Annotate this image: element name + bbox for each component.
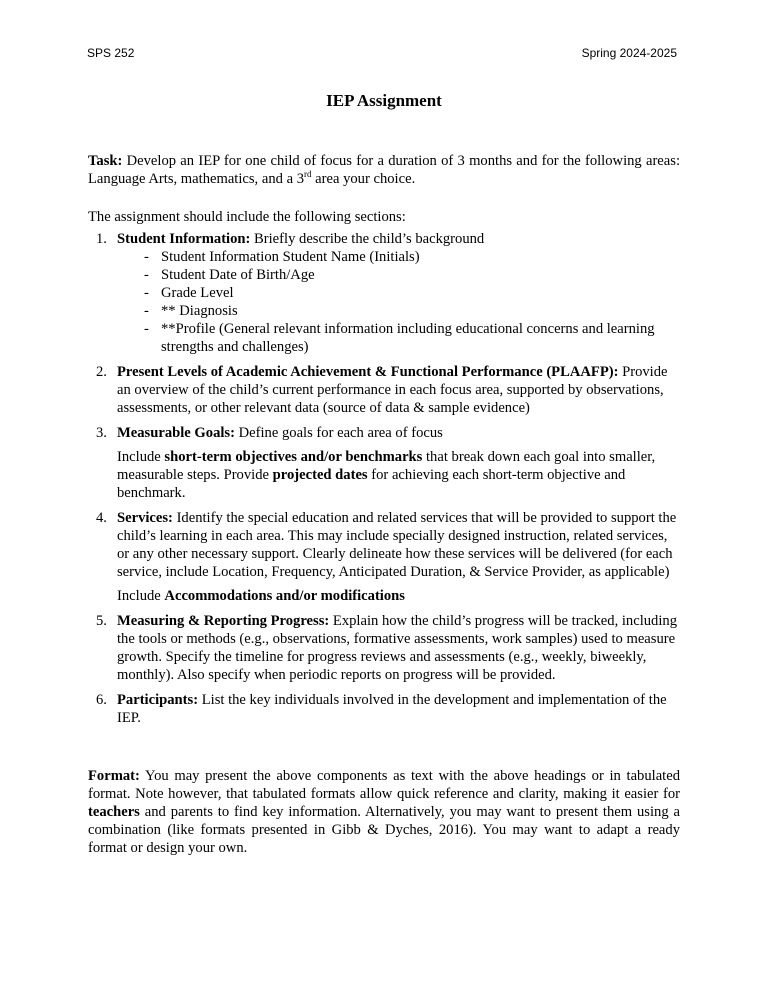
task-text: Develop an IEP for one child of focus for a duration of 3 months and for the following areas: Language Arts, mathematics, and a 3 [88,153,680,187]
section-item [88,424,680,502]
page-title: IEP Assignment [326,91,442,110]
list-item: - Student Information Student Name (Initials) [144,249,420,265]
task-label: Task: [88,153,123,169]
section-item [88,363,680,417]
section-item [88,230,680,356]
format-label: Format: [88,768,140,784]
section-subparagraph: Include Accommodations and/or modifications [117,588,405,604]
section-item [88,509,680,605]
section-number: 4. [96,510,107,526]
section-number: 3. [96,425,107,441]
section-number: 2. [96,364,107,380]
document-body [88,152,680,857]
section-list [88,230,680,727]
section-label: Services: [117,510,173,526]
course-code: SPS 252 [87,46,135,60]
list-item: - Student Date of Birth/Age [144,267,315,283]
section-number: 1. [96,231,107,247]
task-text-end: area your choice. [311,171,416,187]
section-number: 6. [96,692,107,708]
section-label: Measurable Goals: [117,425,235,441]
section-text: Explain how the child’s progress will be tracked, including the tools or methods (e.g., observations, formative assessments, work samples) used to measure growth. Specify the timeline for progress reviews and assessments (e.g., weekly, biweekly, monthly). Also specify when periodic reports on progress will be provided. [117,613,678,683]
section-label: Student Information: [117,231,251,247]
section-text: List the key individuals involved in the development and implementation of the IEP. [117,692,667,726]
task-paragraph [88,152,680,188]
list-item: - Grade Level [144,285,234,301]
list-item: - ** Diagnosis [144,303,238,319]
section-text: Briefly describe the child’s background [250,231,485,247]
list-item: - **Profile (General relevant information including educational concerns and learning strengths and challenges) [144,321,655,355]
section-subparagraph: Include short-term objectives and/or benchmarks that break down each goal into smaller, measurable steps. Provide projected dates for achieving each short-term objective and benchmark. [117,449,656,501]
section-text: Identify the special education and related services that will be provided to support the child’s learning in each area. This may include specially designed instruction, related services, or any other necessary support. Clearly delineate how these services will be delivered (for each service, include Location, Frequency, Anticipated Duration, & Service Provider, as applicable) [117,510,677,580]
section-label: Measuring & Reporting Progress: [117,613,330,629]
section-label: Participants: [117,692,199,708]
format-paragraph: Format: You may present the above components as text with the above headings or in tabulated format. Note however, that tabulated formats allow quick reference and clarity, making it easier for teachers and parents to find key information. Alternatively, you may want to present them using a combination (like formats presented in Gibb & Dyches, 2016). You may want to adapt a ready format or design your own. [88,768,680,856]
task-superscript: rd [304,169,312,180]
section-text: Define goals for each area of focus [234,425,443,441]
intro-text: The assignment should include the following sections: [88,209,406,225]
term-label: Spring 2024-2025 [581,46,677,60]
section-number: 5. [96,613,107,629]
section-item [88,691,680,727]
student-info-list [117,248,680,356]
section-item [88,612,680,684]
section-text: Provide an overview of the child’s current performance in each focus area, supported by observations, assessments, or other relevant data (source of data & sample evidence) [117,364,668,416]
section-label: Present Levels of Academic Achievement & Functional Performance (PLAAFP): [117,364,619,380]
